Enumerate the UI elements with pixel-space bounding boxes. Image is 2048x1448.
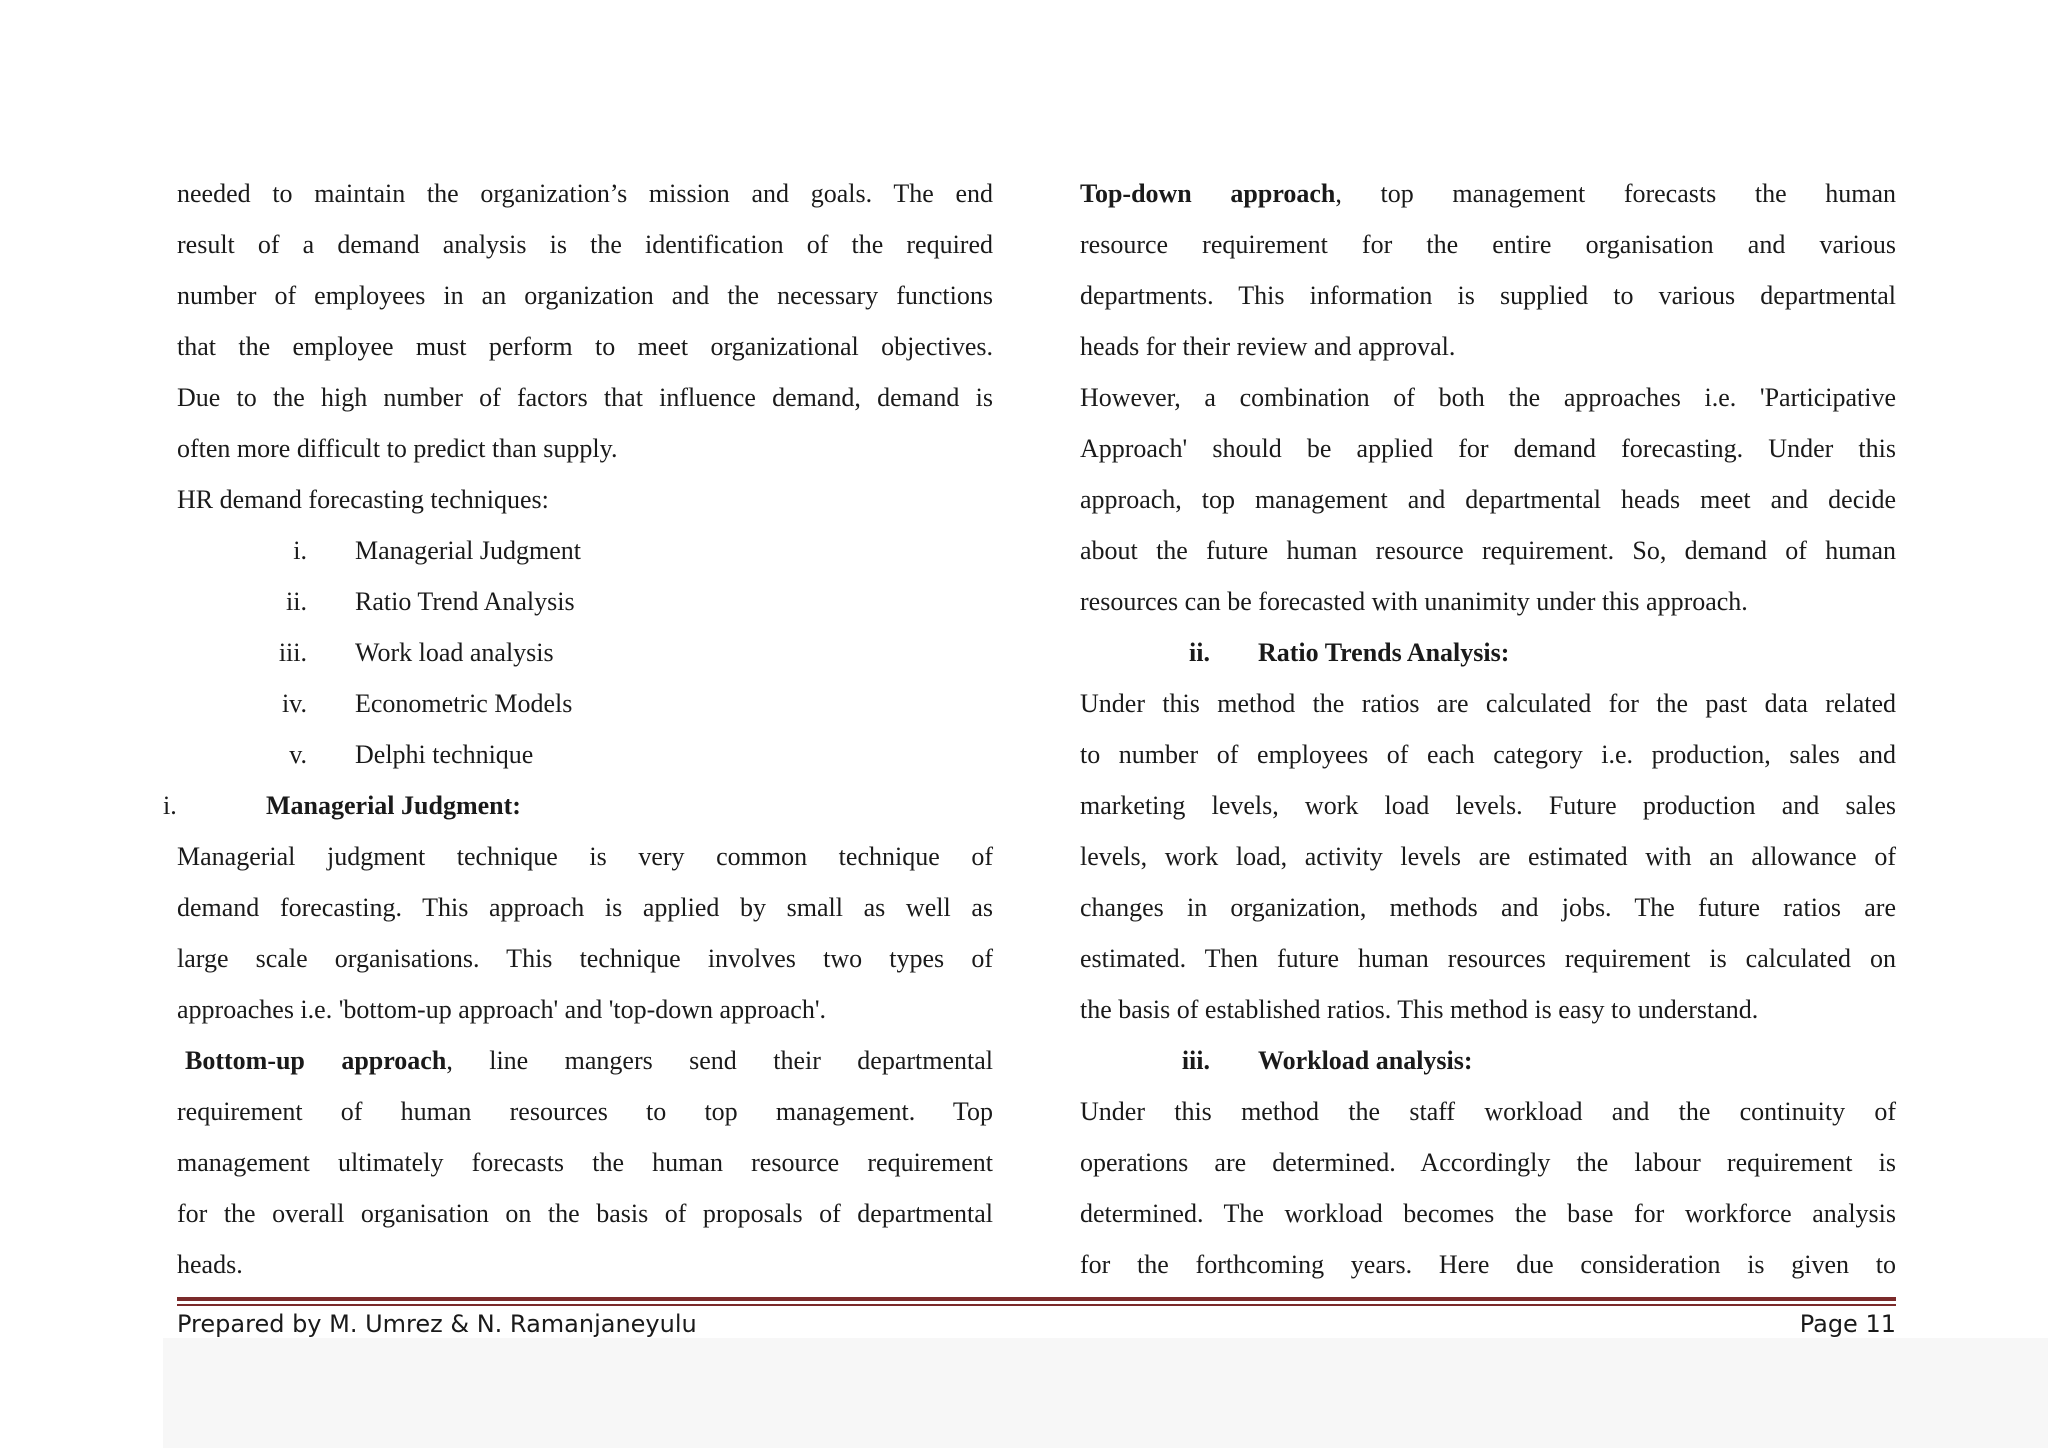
section-number: ii. [1189, 638, 1210, 667]
paragraph-line: Due to the high number of factors that influence demand, demand is [177, 383, 993, 412]
techniques-heading: HR demand forecasting techniques: [177, 485, 549, 514]
paragraph-line: departments. This information is supplied to various departmental [1080, 281, 1896, 310]
paragraph-line [177, 1035, 993, 1086]
list-number: v. [289, 740, 307, 769]
paragraph-line: Under this method the staff workload and the continuity of [1080, 1097, 1896, 1126]
paragraph-line: large scale organisations. This technique involves two types of [177, 944, 993, 973]
section-title: Workload analysis: [1258, 1046, 1473, 1075]
section-heading-ratio-trends [1080, 627, 1896, 678]
page-bottom-shade [163, 1338, 2048, 1448]
paragraph-line: resources can be forecasted with unanimity under this approach. [1080, 587, 1748, 616]
section-number: iii. [1181, 1046, 1210, 1075]
bold-term: Top-down approach [1080, 179, 1336, 208]
paragraph-line [1080, 168, 1896, 219]
paragraph-line: approaches i.e. 'bottom-up approach' and 'top-down approach'. [177, 995, 827, 1024]
section-heading-workload [1080, 1035, 1896, 1086]
paragraph-line: Managerial judgment technique is very common technique of [177, 842, 993, 871]
paragraph-line: determined. The workload becomes the base for workforce analysis [1080, 1199, 1896, 1228]
paragraph-line: heads. [177, 1250, 243, 1279]
right-column [1080, 168, 1896, 1290]
list-item [177, 525, 993, 576]
list-item [177, 729, 993, 780]
footer-rule [177, 1297, 1896, 1301]
list-number: iii. [278, 638, 307, 667]
paragraph-line: the basis of established ratios. This method is easy to understand. [1080, 995, 1759, 1024]
list-item [177, 627, 993, 678]
footer-rule-thin [177, 1304, 1896, 1306]
paragraph-line: Approach' should be applied for demand forecasting. Under this [1080, 434, 1896, 463]
paragraph-line: estimated. Then future human resources requirement is calculated on [1080, 944, 1896, 973]
page-number: Page 11 [1799, 1310, 1896, 1338]
section-title: Ratio Trends Analysis: [1258, 638, 1510, 667]
line-text: , top management forecasts the human [1335, 179, 1896, 208]
list-text: Delphi technique [355, 740, 534, 769]
list-item [177, 678, 993, 729]
list-number: ii. [286, 587, 307, 616]
section-heading-managerial-judgment [163, 780, 993, 831]
paragraph-line: resource requirement for the entire organisation and various [1080, 230, 1896, 259]
paragraph-line: about the future human resource requirement. So, demand of human [1080, 536, 1896, 565]
list-item [177, 576, 993, 627]
paragraph-line: result of a demand analysis is the identification of the required [177, 230, 993, 259]
list-text: Managerial Judgment [355, 536, 581, 565]
left-column [163, 168, 993, 1290]
paragraph-line: number of employees in an organization and the necessary functions [177, 281, 993, 310]
paragraph-line: for the overall organisation on the basis of proposals of departmental [177, 1199, 993, 1228]
list-text: Ratio Trend Analysis [355, 587, 575, 616]
footer-author: Prepared by M. Umrez & N. Ramanjaneyulu [177, 1310, 697, 1338]
paragraph-line: often more difficult to predict than supply. [177, 434, 618, 463]
section-title: Managerial Judgment: [266, 791, 521, 820]
paragraph-line: requirement of human resources to top management. Top [177, 1097, 993, 1126]
paragraph-line: to number of employees of each category i.e. production, sales and [1080, 740, 1896, 769]
line-text: , line mangers send their departmental [446, 1046, 993, 1075]
paragraph-line: approach, top management and departmental heads meet and decide [1080, 485, 1896, 514]
paragraph-line: changes in organization, methods and jobs. The future ratios are [1080, 893, 1896, 922]
list-text: Work load analysis [355, 638, 554, 667]
paragraph-line: marketing levels, work load levels. Future production and sales [1080, 791, 1896, 820]
paragraph-line: for the forthcoming years. Here due consideration is given to [1080, 1250, 1896, 1279]
paragraph-line: operations are determined. Accordingly the labour requirement is [1080, 1148, 1896, 1177]
paragraph-line: needed to maintain the organization’s mission and goals. The end [177, 179, 993, 208]
paragraph-line: demand forecasting. This approach is applied by small as well as [177, 893, 993, 922]
bold-term: Bottom-up approach [185, 1046, 447, 1075]
paragraph-line: that the employee must perform to meet organizational objectives. [177, 332, 993, 361]
paragraph-line: However, a combination of both the approaches i.e. 'Participative [1080, 383, 1896, 412]
paragraph-line: Under this method the ratios are calculated for the past data related [1080, 689, 1896, 718]
list-number: iv. [281, 689, 307, 718]
section-number: i. [163, 791, 177, 820]
list-text: Econometric Models [355, 689, 573, 718]
paragraph-line: heads for their review and approval. [1080, 332, 1456, 361]
paragraph-line: management ultimately forecasts the human resource requirement [177, 1148, 993, 1177]
paragraph-line: levels, work load, activity levels are estimated with an allowance of [1080, 842, 1896, 871]
list-number: i. [293, 536, 307, 565]
